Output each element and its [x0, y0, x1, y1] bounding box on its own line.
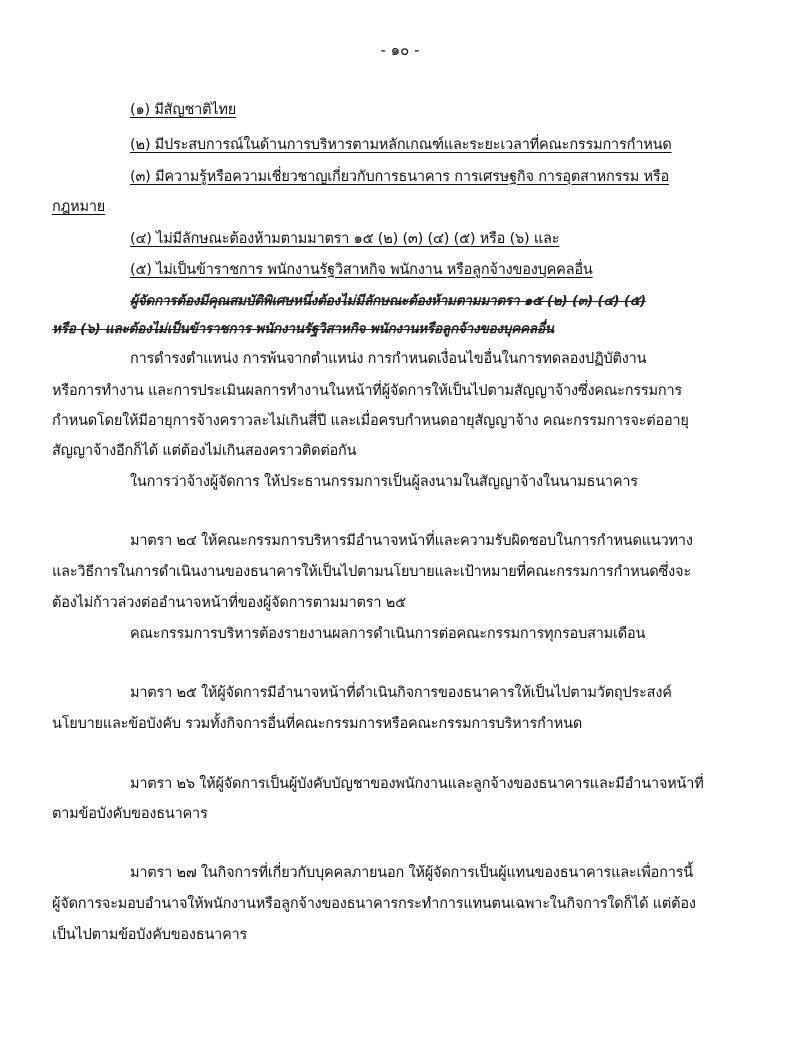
qualification-3: (๓) มีความรู้หรือความเชี่ยวชาญเกี่ยวกับการธนาคาร การเศรษฐกิจ การอุตสาหกรรม หรือ — [130, 169, 669, 185]
qualification-3-cont: กฎหมาย — [52, 199, 106, 215]
page-number: - ๑๐ - — [380, 41, 420, 59]
paragraph-term-line-2: หรือการทำงาน และการประเมินผลการทำงานในหน้าที่ผู้จัดการให้เป็นไปตามสัญญาจ้างซึ่งคณะกรรมการ — [52, 383, 682, 399]
section-25-line-2: นโยบายและข้อบังคับ รวมทั้งกิจการอื่นที่คณะกรรมการหรือคณะกรรมการบริหารกำหนด — [52, 716, 583, 732]
qualification-5: (๕) ไม่เป็นข้าราชการ พนักงานรัฐวิสาหกิจ พนักงาน หรือลูกจ้างของบุคคลอื่น — [130, 262, 593, 278]
qualification-2: (๒) มีประสบการณ์ในด้านการบริหารตามหลักเกณฑ์และระยะเวลาที่คณะกรรมการกำหนด — [130, 137, 672, 153]
section-24-line-2: และวิธีการในการดำเนินงานของธนาคารให้เป็นไปตามนโยบายและเป้าหมายที่คณะกรรมการกำหนดซึ่งจะ — [52, 564, 691, 580]
section-26-line-2: ตามข้อบังคับของธนาคาร — [52, 806, 208, 822]
section-25-line-1: มาตรา ๒๕ ให้ผู้จัดการมีอำนาจหน้าที่ดำเนินกิจการของธนาคารให้เป็นไปตามวัตถุประสงค์ — [130, 685, 672, 701]
paragraph-term-line-1: การดำรงตำแหน่ง การพ้นจากตำแหน่ง การกำหนดเงื่อนไขอื่นในการทดลองปฏิบัติงาน — [130, 351, 647, 367]
section-24-line-3: ต้องไม่ก้าวล่วงต่ออำนาจหน้าที่ของผู้จัดการตามมาตรา ๒๕ — [52, 595, 406, 611]
section-24-report: คณะกรรมการบริหารต้องรายงานผลการดำเนินการต่อคณะกรรมการทุกรอบสามเดือน — [130, 626, 646, 642]
paragraph-term-line-4: สัญญาจ้างอีกก็ได้ แต่ต้องไม่เกินสองคราวติดต่อกัน — [52, 443, 357, 459]
section-27-line-2: ผู้จัดการจะมอบอำนาจให้พนักงานหรือลูกจ้างของธนาคารกระทำการแทนตนเฉพาะในกิจการใดก็ได้ แต่ต้อง — [52, 896, 696, 912]
deleted-text-line-2: หรือ (๖) และต้องไม่เป็นข้าราชการ พนักงานรัฐวิสาหกิจ พนักงานหรือลูกจ้างของบุคคลอื่น — [52, 321, 554, 337]
section-27-line-3: เป็นไปตามข้อบังคับของธนาคาร — [52, 927, 248, 943]
section-26-line-1: มาตรา ๒๖ ให้ผู้จัดการเป็นผู้บังคับบัญชาของพนักงานและลูกจ้างของธนาคารและมีอำนาจหน้าที่ — [130, 776, 704, 792]
deleted-text-line-1: ผู้จัดการต้องมีคุณสมบัติพิเศษหนึ่งต้องไม่มีลักษณะต้องห้ามตามมาตรา ๑๕ (๒) (๓) (๔) (๕) — [130, 293, 646, 309]
paragraph-term-line-3: กำหนดโดยให้มีอายุการจ้างคราวละไม่เกินสี่ปี และเมื่อครบกำหนดอายุสัญญาจ้าง คณะกรรมการจะต่ออายุ — [52, 413, 689, 429]
section-24-line-1: มาตรา ๒๔ ให้คณะกรรมการบริหารมีอำนาจหน้าที่และความรับผิดชอบในการกำหนดแนวทาง — [130, 533, 693, 549]
paragraph-contract-signing: ในการว่าจ้างผู้จัดการ ให้ประธานกรรมการเป็นผู้ลงนามในสัญญาจ้างในนามธนาคาร — [130, 474, 638, 490]
qualification-1: (๑) มีสัญชาติไทย — [130, 102, 237, 118]
section-27-line-1: มาตรา ๒๗ ในกิจการที่เกี่ยวกับบุคคลภายนอก ให้ผู้จัดการเป็นผู้แทนของธนาคารและเพื่อการนี้ — [130, 865, 693, 881]
qualification-4: (๔) ไม่มีลักษณะต้องห้ามตามมาตรา ๑๕ (๒) (๓) (๔) (๕) หรือ (๖) และ — [130, 231, 560, 247]
